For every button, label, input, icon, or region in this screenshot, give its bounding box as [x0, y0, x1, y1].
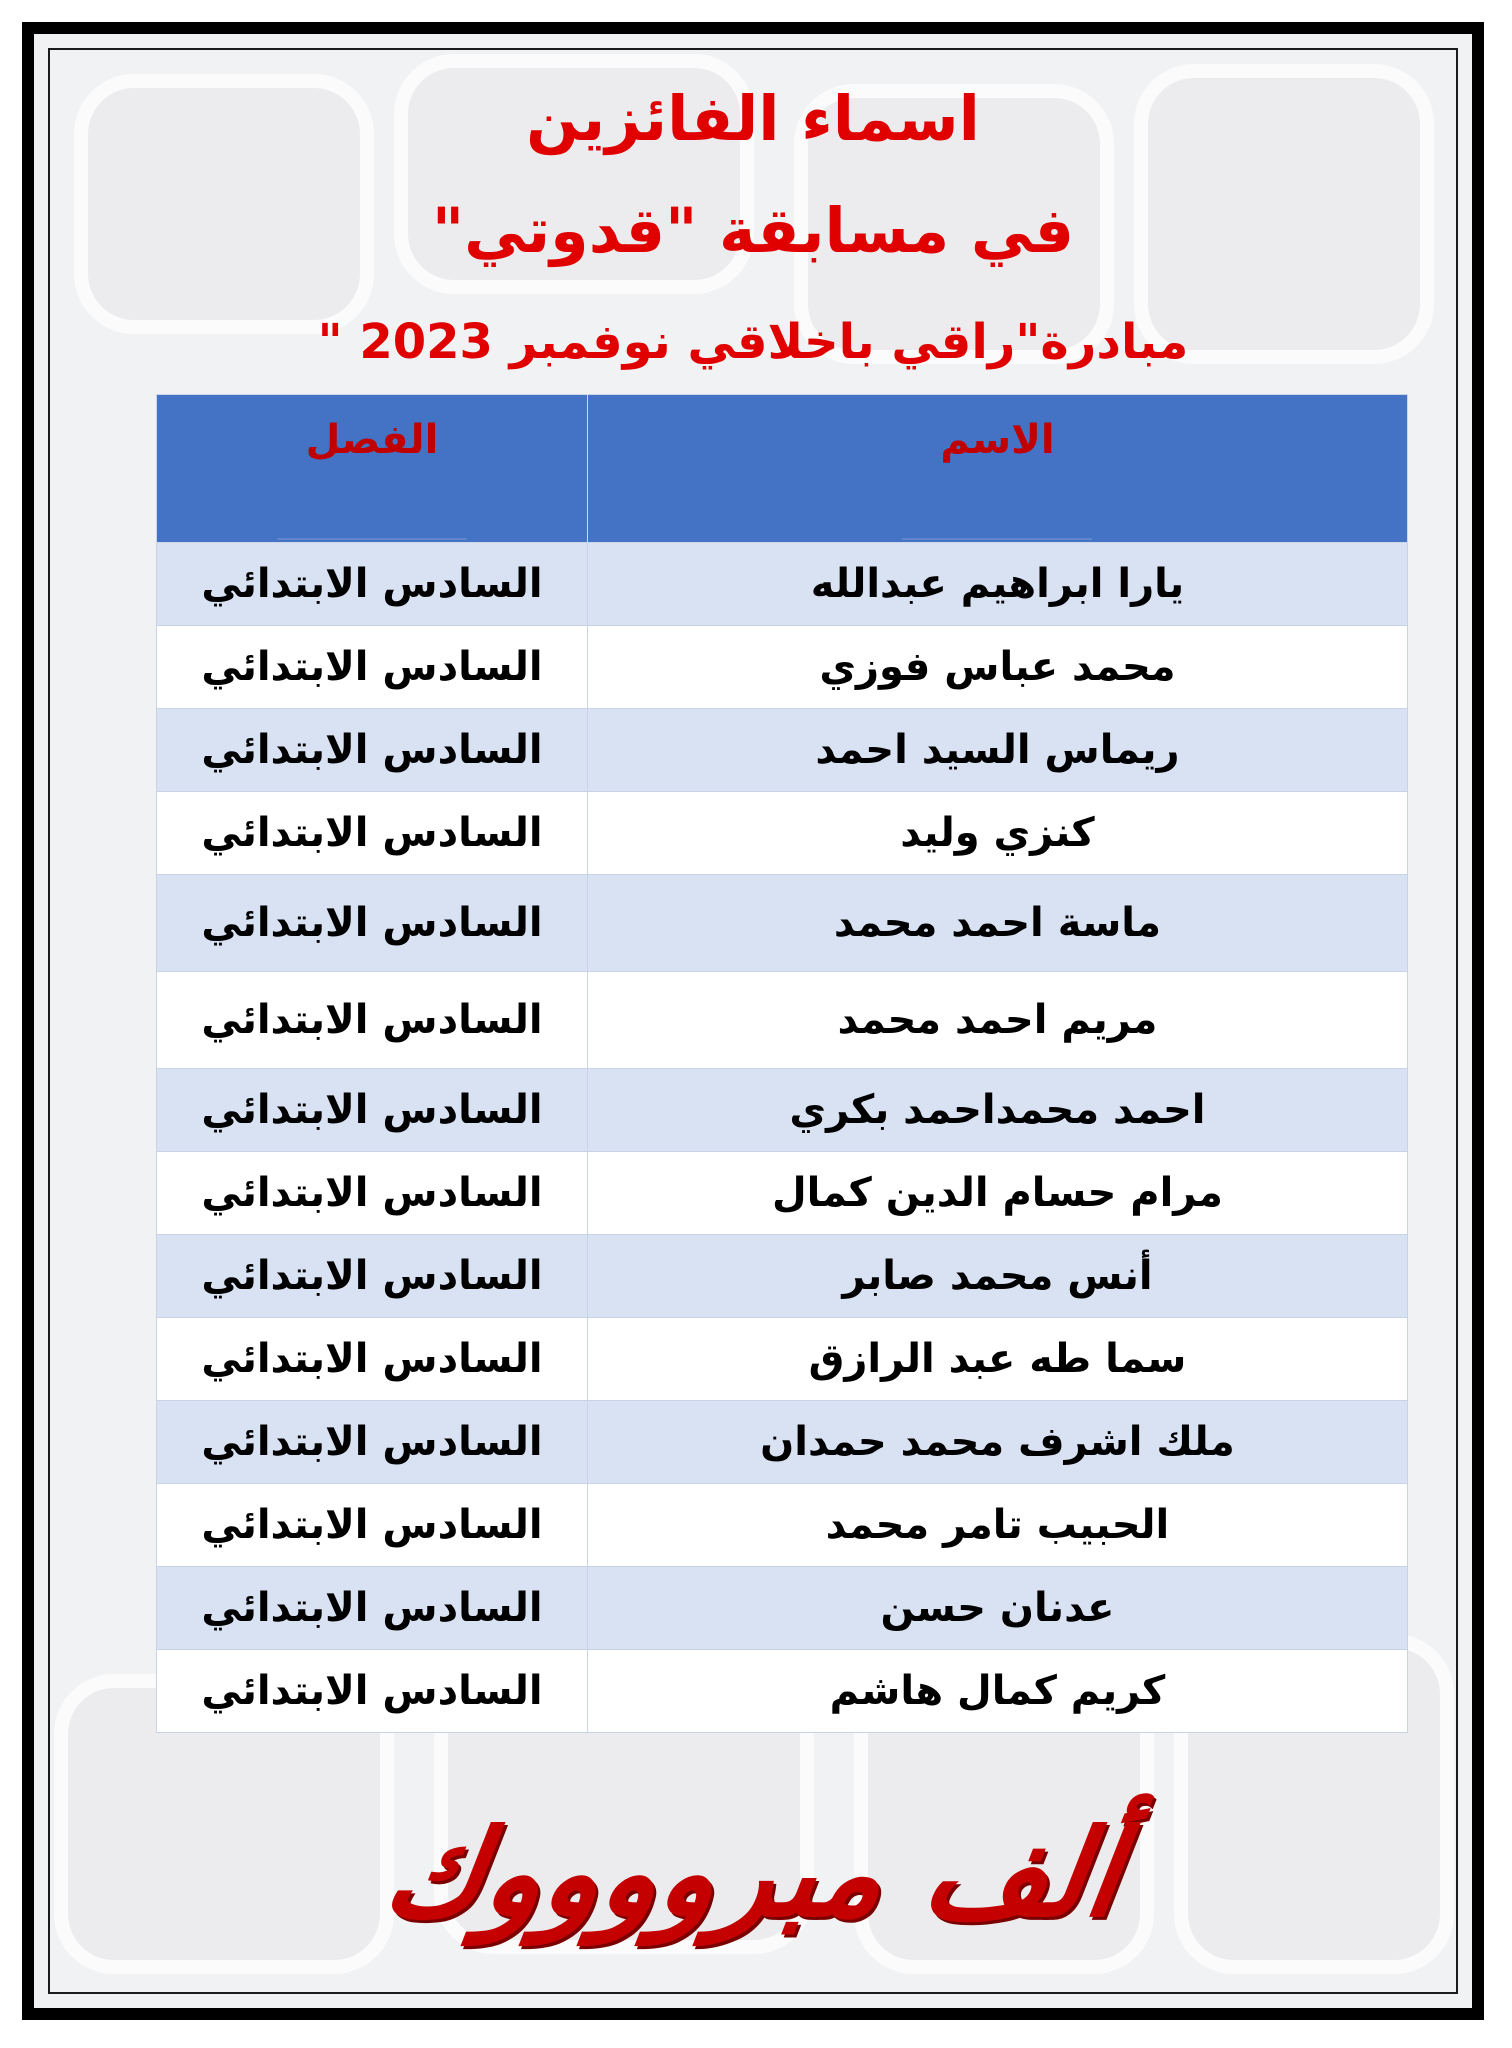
cell-class: السادس الابتدائي [157, 1484, 588, 1567]
cell-name: مرام حسام الدين كمال [587, 1152, 1407, 1235]
cell-name: ماسة احمد محمد [587, 875, 1407, 972]
congratulations-text: ألف مبرووووك [376, 1803, 1130, 1944]
table-row [157, 875, 1408, 972]
cell-name: كريم كمال هاشم [587, 1650, 1407, 1733]
table-row [157, 1235, 1408, 1318]
table-row [157, 1401, 1408, 1484]
cell-name: ملك اشرف محمد حمدان [587, 1401, 1407, 1484]
cell-class: السادس الابتدائي [157, 972, 588, 1069]
cell-class: السادس الابتدائي [157, 543, 588, 626]
cell-name: محمد عباس فوزي [587, 626, 1407, 709]
cell-name: احمد محمداحمد بكري [587, 1069, 1407, 1152]
cell-class: السادس الابتدائي [157, 626, 588, 709]
table-row [157, 626, 1408, 709]
cell-class: السادس الابتدائي [157, 1650, 588, 1733]
cell-class: السادس الابتدائي [157, 1401, 588, 1484]
column-header-name: الاسم [587, 395, 1407, 543]
cell-class: السادس الابتدائي [157, 709, 588, 792]
cell-class: السادس الابتدائي [157, 1318, 588, 1401]
table-row [157, 792, 1408, 875]
cell-class: السادس الابتدائي [157, 792, 588, 875]
table-row [157, 1484, 1408, 1567]
table-row [157, 543, 1408, 626]
table-row [157, 1318, 1408, 1401]
table-row [157, 1567, 1408, 1650]
table-header-row [157, 395, 1408, 543]
title-competition: في مسابقة "قدوتي" [431, 194, 1075, 267]
cell-name: سما طه عبد الرازق [587, 1318, 1407, 1401]
cell-name: يارا ابراهيم عبدالله [587, 543, 1407, 626]
winners-table [156, 394, 1408, 1733]
cell-class: السادس الابتدائي [157, 1069, 588, 1152]
cell-name: الحبيب تامر محمد [587, 1484, 1407, 1567]
column-header-class: الفصل [157, 395, 588, 543]
table-row [157, 1152, 1408, 1235]
cell-name: أنس محمد صابر [587, 1235, 1407, 1318]
cell-class: السادس الابتدائي [157, 1567, 588, 1650]
title-initiative: مبادرة"راقي باخلاقي نوفمبر 2023 " [317, 314, 1189, 370]
cell-name: ريماس السيد احمد [587, 709, 1407, 792]
cell-class: السادس الابتدائي [157, 1152, 588, 1235]
table-row [157, 1069, 1408, 1152]
cell-class: السادس الابتدائي [157, 875, 588, 972]
cell-name: عدنان حسن [587, 1567, 1407, 1650]
table-row [157, 1650, 1408, 1733]
table-row [157, 972, 1408, 1069]
table-row [157, 709, 1408, 792]
title-winners: اسماء الفائزين [526, 82, 980, 155]
cell-name: كنزي وليد [587, 792, 1407, 875]
cell-name: مريم احمد محمد [587, 972, 1407, 1069]
cell-class: السادس الابتدائي [157, 1235, 588, 1318]
page-frame [22, 22, 1484, 2020]
